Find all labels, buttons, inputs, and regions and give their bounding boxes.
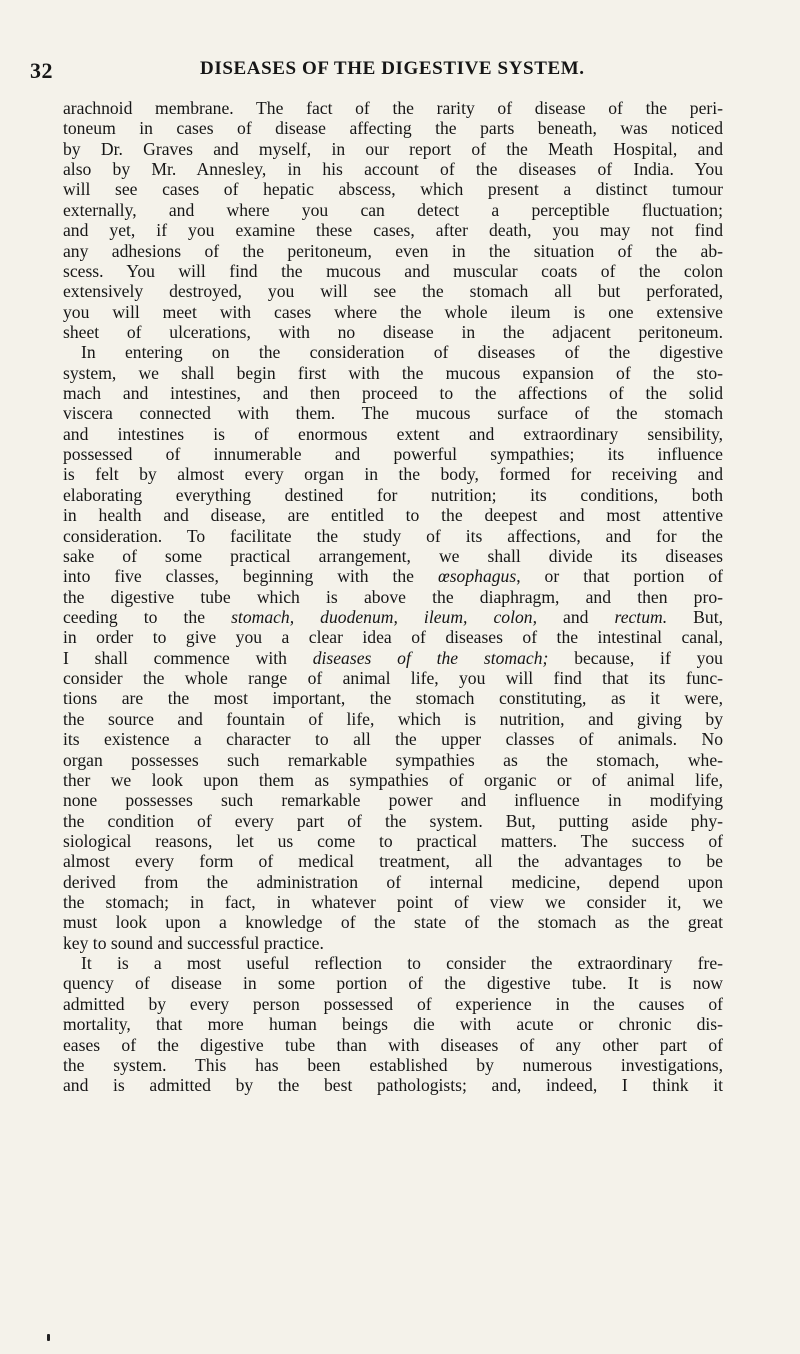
text-line: by Dr. Graves and myself, in our report of the Meath Hospital, and <box>63 138 723 159</box>
text-line: the stomach; in fact, in whatever point of view we consider it, we <box>63 892 723 913</box>
text-line: tions are the most important, the stomach constituting, as it were, <box>63 688 723 709</box>
text-line <box>63 648 723 668</box>
text-line: extensively destroyed, you will see the stomach all but perforated, <box>63 281 723 302</box>
text-line: possessed of innumerable and powerful sympathies; its influence <box>63 444 723 465</box>
text-line: organ possesses such remarkable sympathies as the stomach, whe- <box>63 749 723 770</box>
text-line: and yet, if you examine these cases, after death, you may not find <box>63 220 723 241</box>
text-line: ther we look upon them as sympathies of organic or of animal life, <box>63 769 723 790</box>
text-line: none possesses such remarkable power and influence in modifying <box>63 790 723 811</box>
page-number: 32 <box>30 58 53 83</box>
text-run: because, if you <box>548 647 723 668</box>
italic-text: rectum. <box>614 606 668 627</box>
text-run: into five classes, beginning with the <box>63 566 438 587</box>
text-run: But, <box>667 606 723 627</box>
text-line: and is admitted by the best pathologists; and, indeed, I think it <box>63 1075 723 1096</box>
text-line <box>63 607 723 627</box>
text-line: toneum in cases of disease affecting the parts beneath, was noticed <box>63 118 723 139</box>
text-line: in health and disease, are entitled to the deepest and most attentive <box>63 505 723 526</box>
text-line: consider the whole range of animal life, you will find that its func- <box>63 668 723 689</box>
italic-text: stomach, duodenum, ileum, colon, <box>231 606 537 627</box>
text-line: the digestive tube which is above the diaphragm, and then pro- <box>63 586 723 607</box>
text-line: the condition of every part of the system. But, putting aside phy- <box>63 810 723 831</box>
text-line: system, we shall begin first with the mucous expansion of the sto- <box>63 362 723 383</box>
text-line: key to sound and successful practice. <box>63 932 324 953</box>
running-head: DISEASES OF THE DIGESTIVE SYSTEM. <box>200 58 585 79</box>
text-line: scess. You will find the mucous and muscular coats of the colon <box>63 260 723 281</box>
text-line: sake of some practical arrangement, we shall divide its diseases <box>63 545 723 566</box>
text-line: derived from the administration of internal medicine, depend upon <box>63 871 723 892</box>
text-line: externally, and where you can detect a perceptible fluctuation; <box>63 199 723 220</box>
text-run: , or that portion of <box>516 566 723 587</box>
text-line: arachnoid membrane. The fact of the rarity of disease of the peri- <box>63 98 723 118</box>
text-line: its existence a character to all the upper classes of animals. No <box>63 729 723 750</box>
text-line: consideration. To facilitate the study of its affections, and for the <box>63 525 723 546</box>
text-run: ceeding to the <box>63 606 232 627</box>
text-line: is felt by almost every organ in the body, formed for receiving and <box>63 464 723 485</box>
text-line: viscera connected with them. The mucous surface of the stomach <box>63 403 723 424</box>
text-line: In entering on the consideration of diseases of the digestive <box>81 342 723 363</box>
italic-text: œsophagus <box>437 566 517 587</box>
text-line: siological reasons, let us come to practical matters. The success of <box>63 830 723 851</box>
text-line: It is a most useful reflection to consider the extraordinary fre- <box>81 953 723 974</box>
text-line: will see cases of hepatic abscess, which present a distinct tumour <box>63 179 723 200</box>
text-line: mach and intestines, and then proceed to the affections of the solid <box>63 383 723 404</box>
italic-text: diseases of the stomach; <box>312 647 549 668</box>
text-line: quency of disease in some portion of the digestive tube. It is now <box>63 973 723 994</box>
text-line: the system. This has been established by numerous investigations, <box>63 1054 723 1075</box>
text-line: in order to give you a clear idea of diseases of the intestinal canal, <box>63 627 723 648</box>
text-line: almost every form of medical treatment, all the advantages to be <box>63 851 723 872</box>
text-line: and intestines is of enormous extent and extraordinary sensibility, <box>63 423 723 444</box>
text-line: the source and fountain of life, which is nutrition, and giving by <box>63 708 723 729</box>
body-text <box>63 98 723 1096</box>
text-line: must look upon a knowledge of the state of the stomach as the great <box>63 912 723 933</box>
print-mark <box>47 1334 50 1341</box>
text-line: any adhesions of the peritoneum, even in the situation of the ab- <box>63 240 723 261</box>
text-line: sheet of ulcerations, with no disease in the adjacent peritoneum. <box>63 321 723 342</box>
text-line: eases of the digestive tube than with diseases of any other part of <box>63 1034 723 1055</box>
text-run: I shall commence with <box>63 647 313 668</box>
text-run: and <box>536 606 615 627</box>
text-line: also by Mr. Annesley, in his account of the diseases of India. You <box>63 159 723 180</box>
page-header <box>30 58 750 84</box>
text-line: you will meet with cases where the whole ileum is one extensive <box>63 301 723 322</box>
text-line: elaborating everything destined for nutrition; its conditions, both <box>63 484 723 505</box>
text-line <box>63 566 723 586</box>
text-line: admitted by every person possessed of experience in the causes of <box>63 993 723 1014</box>
text-line: mortality, that more human beings die with acute or chronic dis- <box>63 1014 723 1035</box>
